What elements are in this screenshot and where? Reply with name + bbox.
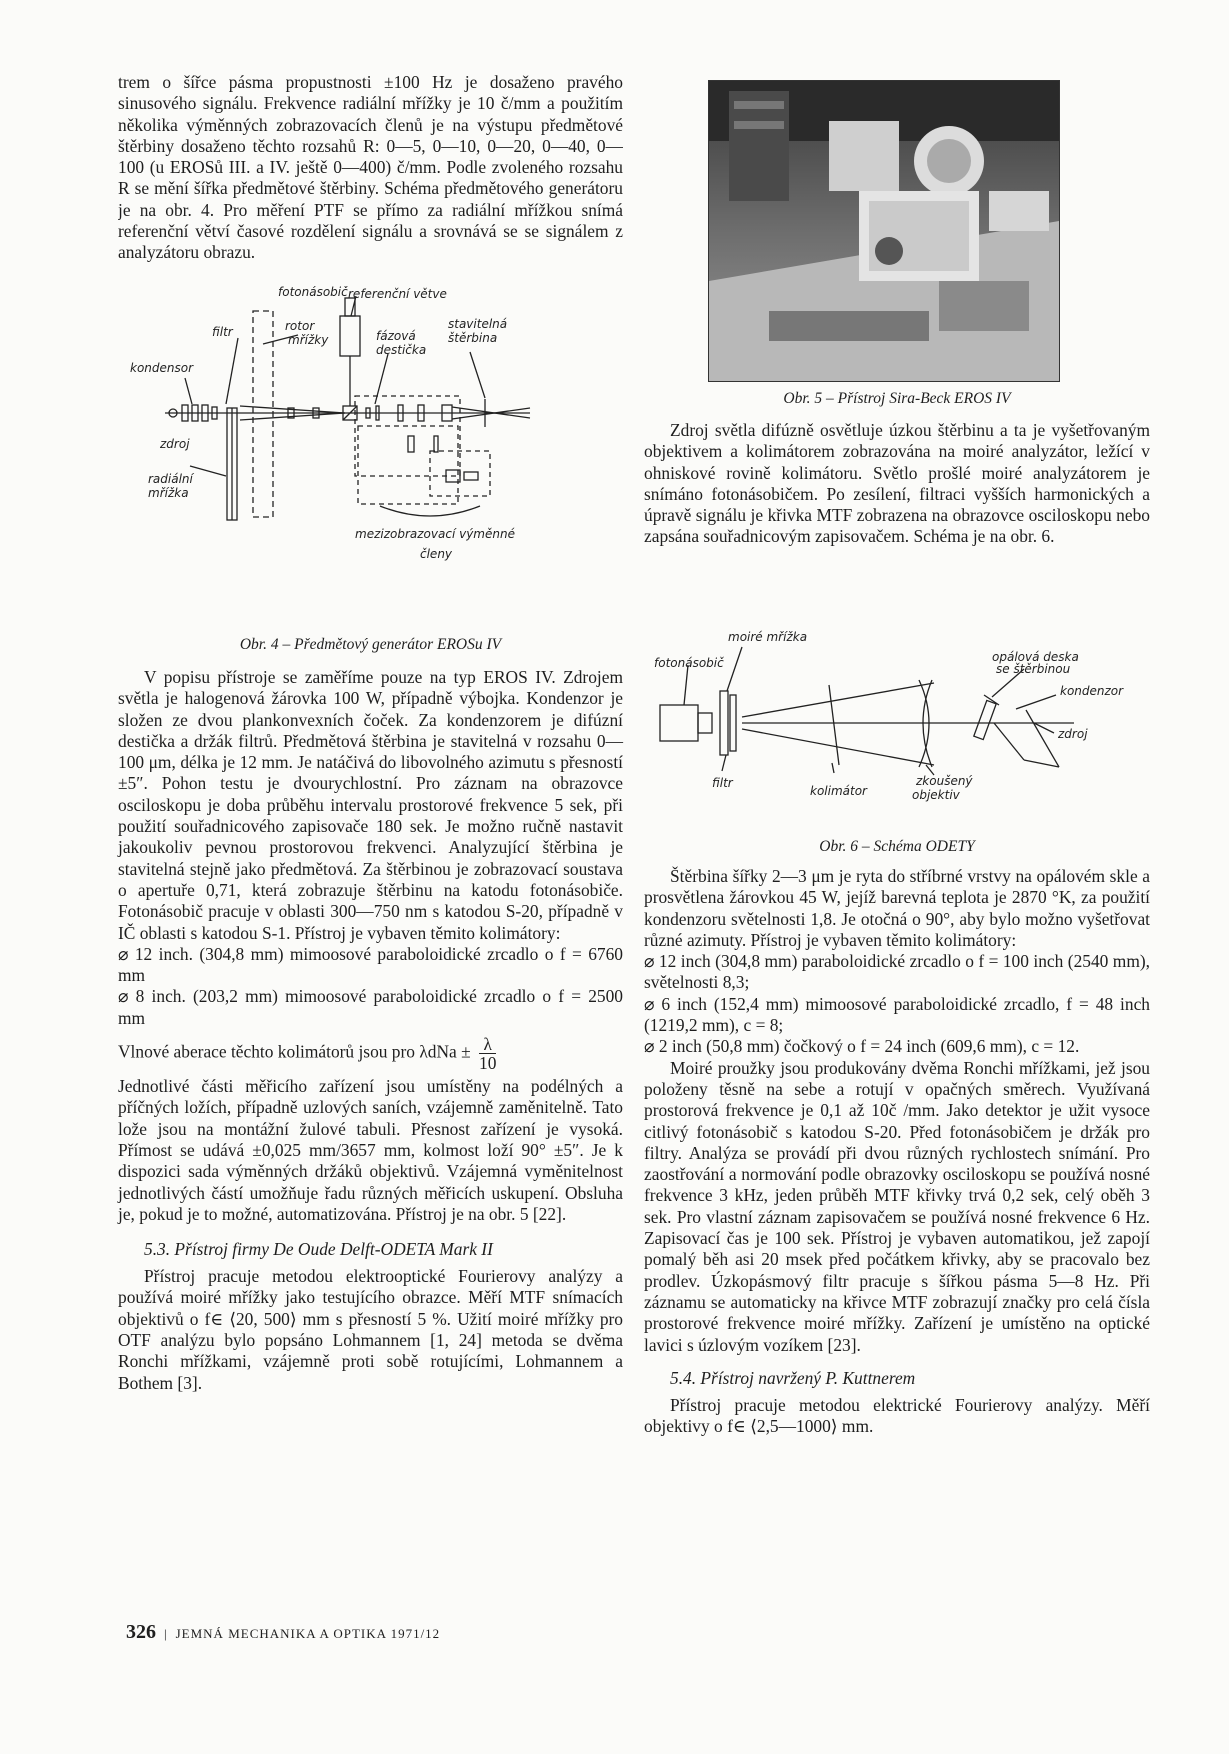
formula-text: Vlnové aberace těchto kolimátorů jsou pro λdNa ±: [118, 1041, 471, 1062]
left-collimator-2: ⌀ 8 inch. (203,2 mm) mimoosové paraboloidické zrcadlo o f = 2500 mm: [118, 986, 623, 1028]
right-column-body: [644, 866, 1150, 1437]
formula-denominator: 10: [479, 1053, 497, 1074]
left-column-body: [118, 667, 623, 1394]
fig4-label-zdroj: zdroj: [160, 437, 190, 451]
formula-line: [118, 1035, 623, 1072]
right-paragraph-2: Štěrbina šířky 2—3 μm je ryta do stříbrné vrstvy na opálovém skle a prosvětlena žárovkou 45 W, jejíž barevná teplota je 2870 °K, za použití kondenzoru světelnosti 1,8. Je otočná o 90°, aby bylo možno vyšetřovat různé azimuty. Přístroj je vybaven těmito kolimátory:: [644, 866, 1150, 950]
left-column: [118, 72, 623, 264]
fig6-label-se-sterbinou: se štěrbinou: [996, 662, 1071, 676]
section-5-4-heading: 5.4. Přístroj navržený P. Kuttnerem: [670, 1367, 916, 1388]
fig4-label-filtr: filtr: [212, 325, 233, 339]
fig6-label-fotonasobic: fotonásobič: [654, 656, 724, 670]
fig4-label-stavitelna: stavitelná: [448, 317, 508, 331]
right-paragraph-3: Moiré proužky jsou produkovány dvěma Ronchi mřížkami, jež jsou položeny těsně na sebe a rotují v opačných směrech. Využívaná prostorová frekvence je 0,1 až 10č /mm. Jako detektor je užit vysoce citlivý fotonásobič s katodou S-20. Před fotonásobičem je držák pro filtry. Analýza se provádí při dvou různých rychlostech snímání. Pro zaostřování a normování podle obrazovky osciloskopu se používá nosné frekvence 3 kHz, jeden průběh MTF křivky trvá 0,2 sek, celý oběh 3 sek. Pro vlastní záznam zapisovačem se používá nosné frekvence 6 Hz. Zapisovací čas je 100 sek. Přístroj je vybaven automatikou, jež zapojí pomalý běh asi 20 msek před počátkem křivky, aby se pracovalo bez prodlev. Úzkopásmový filtr pracuje s šířkou pásma 5—8 Hz. Při záznamu se automaticky na křivce MTF zobrazují značky pro celá čísla prostorové frekvence moiré mřížky. Zařízení je umístěno na optické lavici s úzlovým vozíkem [23].: [644, 1057, 1150, 1355]
fig4-label-mrizky: mřížky: [288, 333, 329, 347]
page-number: 326: [126, 1621, 156, 1643]
journal-name: JEMNÁ MECHANIKA A OPTIKA 1971/12: [175, 1626, 441, 1641]
right-paragraph-1: Zdroj světla difúzně osvětluje úzkou štěrbinu a ta je vyšetřovaným objektivem a kolimátorem zobrazována na moiré analyzátor, ležící v ohniskové rovině kolimátoru. Světlo prošlé moiré analyzátorem je snímáno fotonásobičem. Po zesílení, filtraci vyšších harmonických a úpravě signálu je křivka MTF zobrazena na obrazovce osciloskopu nebo zapsána souřadnicovým zapisovačem. Schéma je na obr. 6.: [644, 420, 1150, 547]
fig4-label-mrizka: mřížka: [148, 486, 189, 500]
figure-4-caption: Obr. 4 – Předmětový generátor EROSu IV: [239, 636, 502, 653]
fig4-label-kondensor: kondensor: [130, 361, 194, 375]
figure-4-diagram: [130, 286, 590, 576]
figure-6-diagram: [654, 625, 1124, 815]
fig6-label-kolimator: kolimátor: [810, 784, 867, 798]
page-footer: 326 | JEMNÁ MECHANIKA A OPTIKA 1971/12: [126, 1621, 441, 1643]
fig6-caption-wrap: [644, 838, 1150, 856]
fig4-label-desticka: destička: [376, 343, 427, 357]
fig6-label-opalova: opálová deska: [992, 650, 1079, 664]
figure-5-photo: [708, 80, 1060, 382]
left-collimator-1: ⌀ 12 inch. (304,8 mm) mimoosové paraboloidické zrcadlo o f = 6760 mm: [118, 943, 623, 986]
figure-5-caption: Obr. 5 – Přístroj Sira-Beck EROS IV: [783, 390, 1011, 407]
fig6-label-kondenzor: kondenzor: [1060, 684, 1124, 698]
fig4-label-cleny: členy: [420, 547, 453, 561]
fig6-label-filtr: filtr: [712, 776, 733, 790]
fig6-label-zdroj: zdroj: [1058, 727, 1088, 741]
fig4-label-referencni: referenční větve: [348, 287, 447, 301]
right-column-top: [644, 420, 1150, 548]
fig4-label-rotor: rotor: [285, 319, 315, 333]
fig5-caption-wrap: [644, 390, 1150, 408]
formula-fraction: [479, 1035, 496, 1072]
left-paragraph-3: Jednotlivé části měřicího zařízení jsou umístěny na podélných a příčných ložích, případně uzlových saních, vzájemně zaměnitelně. Tato lože jsou na montážní žulové tabuli. Přesnost zařízení je vysoká. Přímost se udává ±0,025 mm/3657 mm, kolmost loží 90° ±5″. Je k dispozici sada výměnných držáků objektivů. Vzájemná vyměnitelnost jednotlivých částí umožňuje řadu různých měřicích uskupení. Obsluha je, pokud je to možné, automatizována. Přístroj je na obr. 5 [22].: [118, 1076, 623, 1224]
section-5-3-heading: 5.3. Přístroj firmy De Oude Delft-ODETA Mark II: [144, 1239, 493, 1260]
fig6-label-objektiv: objektiv: [912, 788, 960, 802]
fig4-label-fazova: fázová: [376, 329, 416, 343]
right-collimator-1: ⌀ 12 inch (304,8 mm) paraboloidické zrcadlo o f = 100 inch (2540 mm), světelnosti 8,3;: [644, 951, 1150, 993]
right-collimator-2: ⌀ 6 inch (152,4 mm) mimoosové paraboloidické zrcadlo, f = 48 inch (1219,2 mm), c = 8;: [644, 993, 1150, 1036]
fig4-label-radialni: radiální: [148, 472, 193, 486]
formula-numerator: λ: [479, 1035, 496, 1054]
figure-6-caption: Obr. 6 – Schéma ODETY: [819, 838, 975, 855]
right-collimator-3: ⌀ 2 inch (50,8 mm) čočkový o f = 24 inch (609,6 mm), c = 12.: [644, 1036, 1080, 1057]
fig4-label-sterbina: štěrbina: [448, 331, 498, 345]
fig4-label-fotonasobic: fotonásobič: [278, 286, 348, 299]
fig4-caption-wrap: [118, 636, 623, 654]
right-paragraph-4: Přístroj pracuje metodou elektrické Fourierovy analýzy. Měří objektivy o f∈ ⟨2,5—1000⟩ mm.: [644, 1394, 1150, 1437]
fig4-label-mezizobr: mezizobrazovací výměnné: [355, 527, 515, 541]
photo-illustration: [709, 81, 1059, 381]
left-paragraph-2: V popisu přístroje se zaměříme pouze na typ EROS IV. Zdrojem světla je halogenová žárovka 100 W, případně výbojka. Kondenzor je složen ze dvou plankonvexních čoček. Za kondenzorem je difúzní destička a držák filtrů. Předmětová štěrbina je stavitelná v rozsahu 0—100 μm, délka je 12 mm. Je natáčivá do libovolného azimutu s přesností ±5″. Pohon testu je dvourychlostní. Pro záznam na obrazovce osciloskopu je doba průběhu intervalu prostorové frekvence 5 sek, při použití souřadnicového zapisovače 180 sek. Je možno ručně nastavit jakoukoliv pevnou prostorovou frekvenci. Analyzující štěrbina je stavitelná stejně jako předmětová. Za štěrbinou je zobrazovací soustava o apertuře 0,71, která zobrazuje štěrbinu na katodu fotonásobiče. Fotonásobič pracuje v oblasti 300—750 nm s katodou S-20, případně v IČ oblasti s katodou S-1. Přístroj je vybaven těmito kolimátory:: [118, 667, 623, 943]
fig6-label-zkouseny: zkoušený: [916, 774, 973, 788]
left-paragraph-1: trem o šířce pásma propustnosti ±100 Hz je dosaženo pravého sinusového signálu. Frekvence radiální mřížky je 10 č/mm a použitím několika výměnných zobrazovacích členů je na výstupu předmětové štěrbiny dosaženo těchto rozsahů R: 0—5, 0—10, 0—20, 0—40, 0—100 (u EROSů III. a IV. ještě 0—400) č/mm. Podle zvoleného rozsahu R se mění šířka předmětové štěrbiny. Schéma předmětového generátoru je na obr. 4. Pro měření PTF se přímo za radiální mřížkou snímá referenční větví časové rozdělení signálu a srovnává se se signálem z analyzátoru obrazu.: [118, 72, 623, 263]
left-paragraph-4: Přístroj pracuje metodou elektrooptické Fourierovy analýzy a používá moiré mřížky jako testujícího obrazce. Měří MTF snímacích objektivů o f∈ ⟨20, 500⟩ mm s přesností 5 %. Užití moiré mřížky pro OTF analýzu bylo popsáno Lohmannem [1, 24] metoda se dvěma Ronchi mřížkami, vzájemně proti sobě rotujícími, Lohmannem a Bothem [3].: [118, 1266, 623, 1393]
fig6-label-moire: moiré mřížka: [728, 630, 808, 644]
